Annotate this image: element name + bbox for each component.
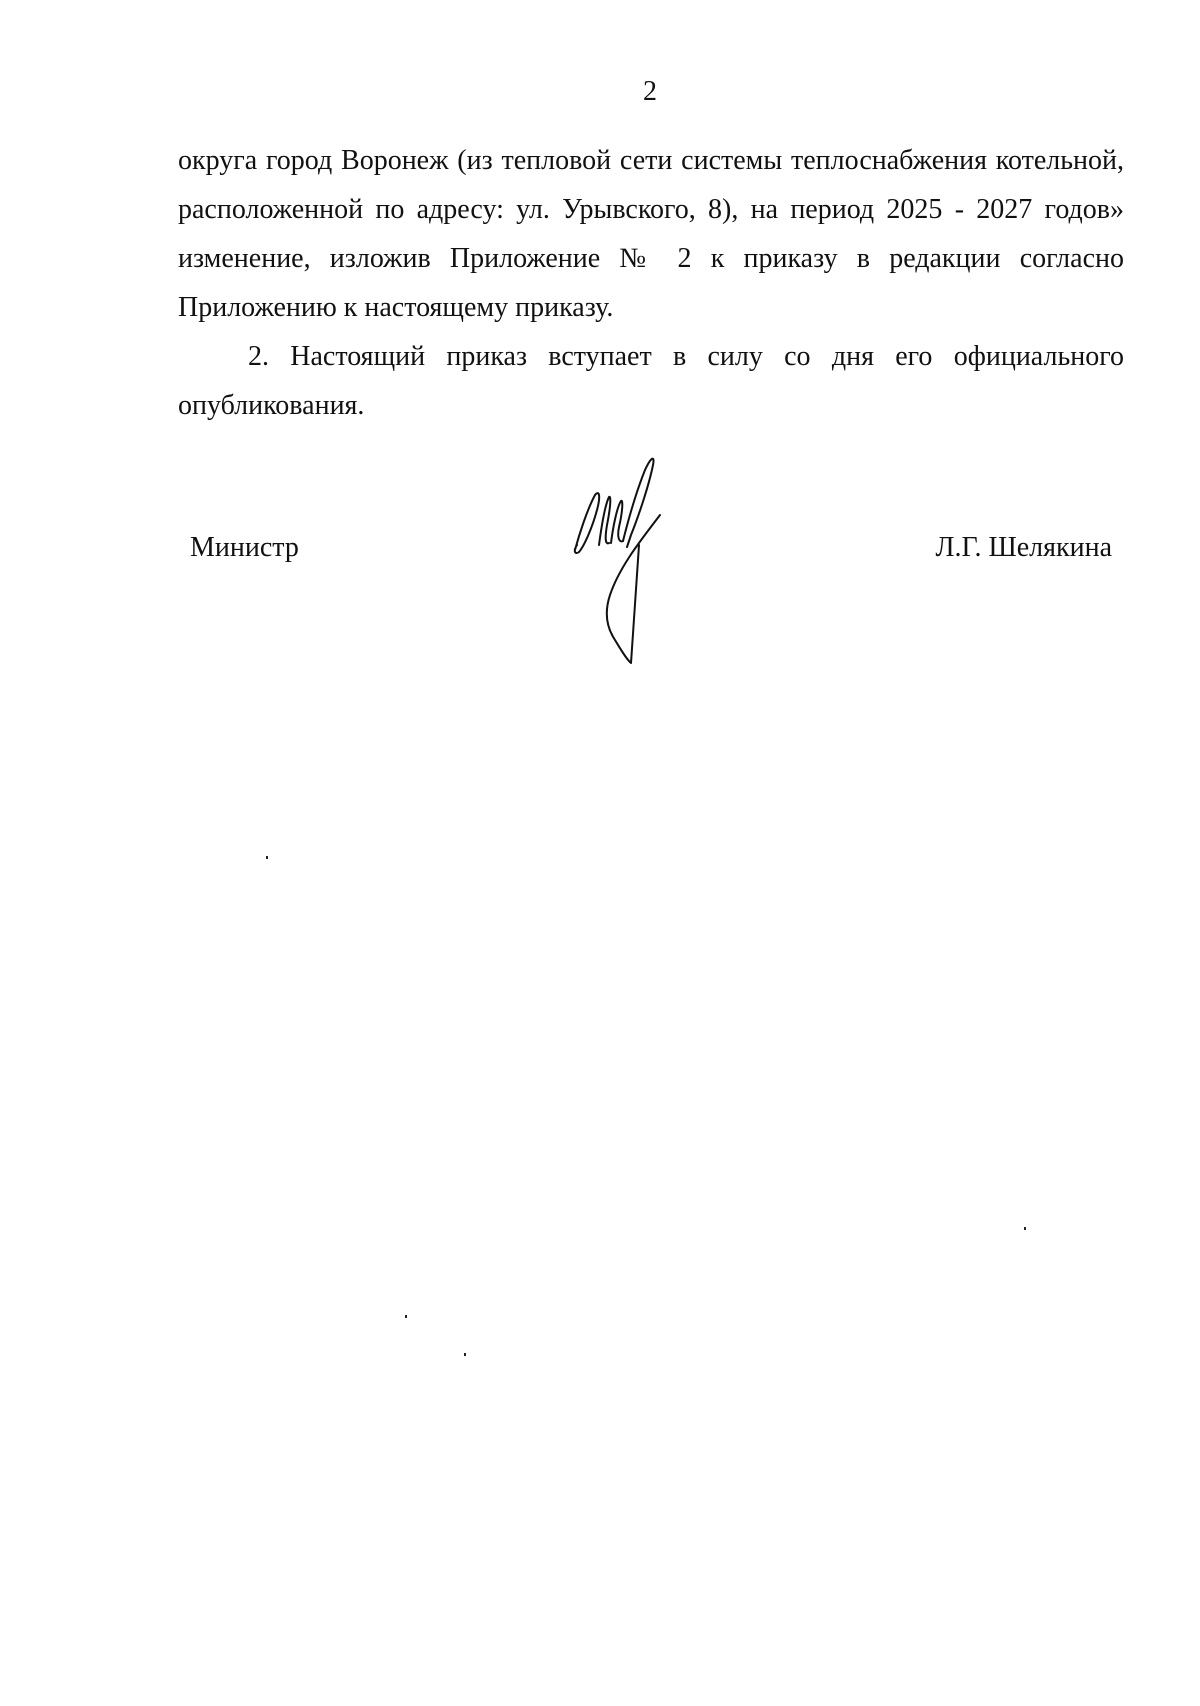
paragraph-continuation: округа город Воронеж (из тепловой сети системы теплоснабжения котельной, расположенной по адресу: ул. Урывского, 8), на период 2025 - 2027 годов» изменение, изложив Приложение № 2 к приказу в редакции согласно Приложению к настоящему приказу. (178, 145, 1124, 323)
scan-speck (405, 1315, 407, 1318)
paragraph-2: 2. Настоящий приказ вступает в силу со дня его официального опубликования. (178, 341, 1124, 421)
scan-speck (464, 1353, 466, 1356)
scan-speck (1024, 1227, 1026, 1230)
page-number: 2 (643, 76, 657, 107)
document-body (178, 136, 1124, 430)
signatory-name: Л.Г. Шелякина (935, 532, 1112, 563)
handwritten-signature (565, 455, 715, 680)
scan-speck (266, 856, 268, 859)
signatory-role: Министр (190, 532, 299, 563)
